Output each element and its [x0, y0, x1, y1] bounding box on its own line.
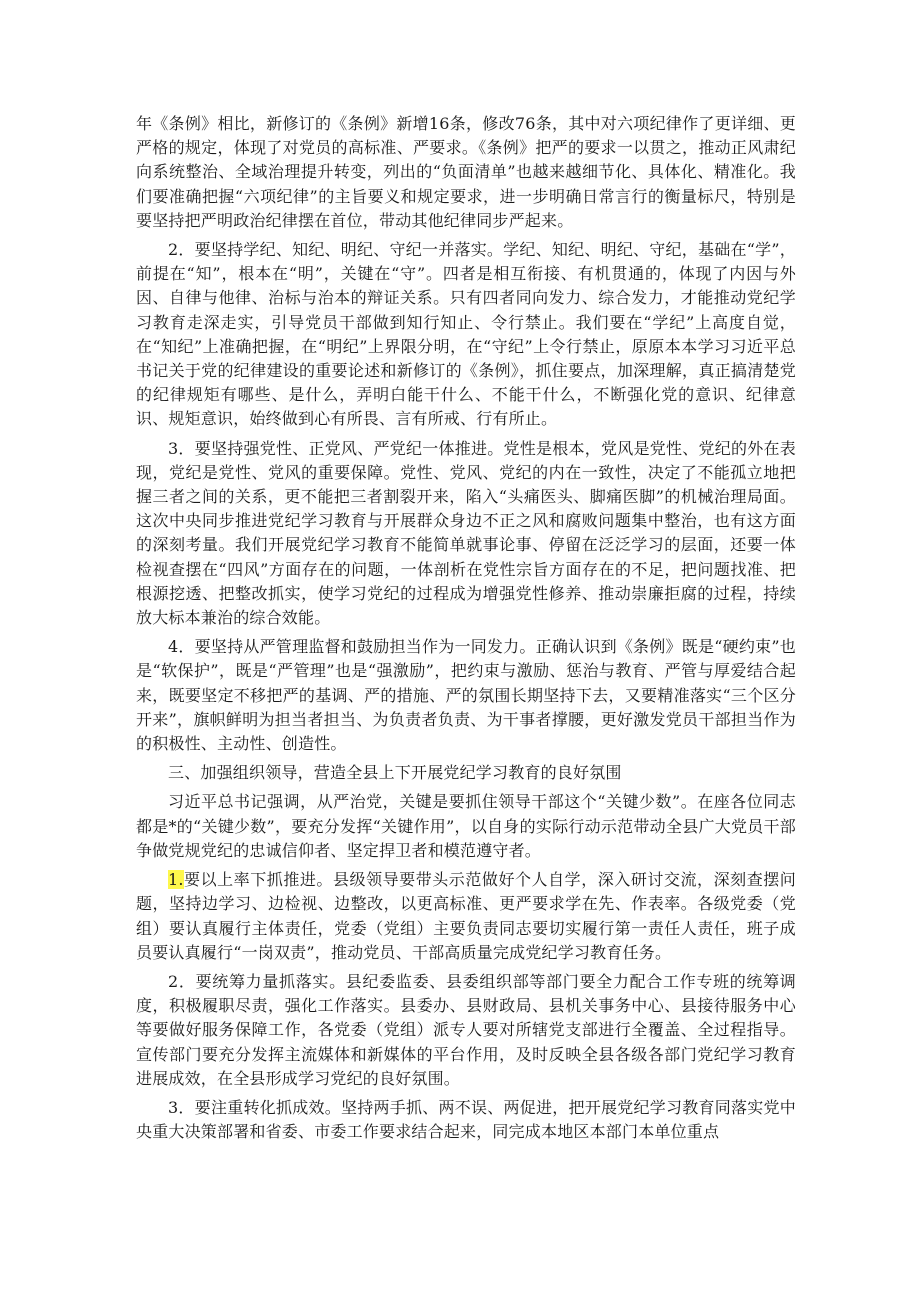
paragraph-point-2-discipline: 2．要坚持学纪、知纪、明纪、守纪一并落实。学纪、知纪、明纪、守纪，基础在“学”，前提在“知”，根本在“明”，关键在“守”。四者是相互衔接、有机贯通的，体现了内因与外因、自律与他律、治标与治本的辩证关系。只有四者同向发力、综合发力，才能推动党纪学习教育走深走实，引导党员干部做到知行知止、令行禁止。我们要在“学纪”上高度自觉，在“知纪”上准确把握，在“明纪”上界限分明，在“守纪”上令行禁止，原原本本学习习近平总书记关于党的纪律建设的重要论述和新修订的《条例》，抓住要点，加深理解，真正搞清楚党的纪律规矩有哪些、是什么，弄明白能干什么、不能干什么，不断强化党的意识、纪律意识、规矩意识，始终做到心有所畏、言有所戒、行有所止。 — [136, 240, 796, 429]
document-page — [136, 112, 796, 1149]
paragraph-point-3-party-spirit: 3．要坚持强党性、正党风、严党纪一体推进。党性是根本，党风是党性、党纪的外在表现，党纪是党性、党风的重要保障。党性、党风、党纪的内在一致性，决定了不能孤立地把握三者之间的关系，更不能把三者割裂开来，陷入“头痛医头、脚痛医脚”的机械治理局面。这次中央同步推进党纪学习教育与开展群众身边不正之风和腐败问题集中整治，也有这方面的深刻考量。我们开展党纪学习教育不能简单就事论事、停留在泛泛学习的层面，还要一体检视查摆在“四风”方面存在的问题，一体剖析在党性宗旨方面存在的不足，把问题找准、把根源挖透、把整改抓实，使学习党纪的过程成为增强党性修养、推动崇廉拒腐的过程，持续放大标本兼治的综合效能。 — [136, 438, 796, 628]
paragraph-key-minority: 习近平总书记强调，从严治党，关键是要抓住领导干部这个“关键少数”。在座各位同志都是*的“关键少数”，要充分发挥“关键作用”，以自身的实际行动示范带动全县广大党员干部争做党规党纪的忠诚信仰者、坚定捍卫者和模范遵守者。 — [136, 792, 796, 860]
paragraph-task-1-lead — [136, 868, 796, 965]
paragraph-task-2-coordinate: 2．要统筹力量抓落实。县纪委监委、县委组织部等部门要全力配合工作专班的统筹调度，积极履职尽责，强化工作落实。县委办、县财政局、县机关事务中心、县接待服务中心等要做好服务保障工作，各党委（党组）派专人要对所辖党支部进行全覆盖、全过程指导。宣传部门要充分发挥主流媒体和新媒体的平台作用，及时反映全县各级各部门党纪学习教育进展成效，在全县形成学习党纪的良好氛围。 — [136, 971, 796, 1088]
paragraph-point-4-supervision: 4．要坚持从严管理监督和鼓励担当作为一同发力。正确认识到《条例》既是“硬约束”也是“软保护”，既是“严管理”也是“强激励”，把约束与激励、惩治与教育、严管与厚爱结合起来，既要坚定不移把严的基调、严的措施、严的氛围长期坚持下去，又要精准落实“三个区分开来”，旗帜鲜明为担当者担当、为负责者负责、为干事者撑腰，更好激发党员干部担当作为的积极性、主动性、创造性。 — [136, 637, 796, 754]
highlighted-number: 1. — [168, 870, 184, 890]
paragraph-task-3-results: 3．要注重转化抓成效。坚持两手抓、两不误、两促进，把开展党纪学习教育同落实党中央重大决策部署和省委、市委工作要求结合起来，同完成本地区本部门本单位重点 — [136, 1097, 796, 1142]
paragraph-task-1-text: 要以上率下抓推进。县级领导要带头示范做好个人自学，深入研讨交流，深刻查摆问题，坚持边学习、边检视、边整改，以更高标准、更严要求学在先、作表率。各级党委（党组）要认真履行主体责任，党委（党组）主要负责同志要切实履行第一责任人责任，班子成员要认真履行“一岗双责”，推动党员、干部高质量完成党纪学习教育任务。 — [136, 870, 796, 962]
paragraph-intro-continued: 年《条例》相比，新修订的《条例》新增16条，修改76条，其中对六项纪律作了更详细、更严格的规定，体现了对党员的高标准、严要求。《条例》把严的要求一以贯之，推动正风肃纪向系统整治、全域治理提升转变，列出的“负面清单”也越来越细节化、具体化、精准化。我们要准确把握“六项纪律”的主旨要义和规定要求，进一步明确日常言行的衡量标尺，特别是要坚持把严明政治纪律摆在首位，带动其他纪律同步严起来。 — [136, 114, 796, 230]
section-heading-3: 三、加强组织领导，营造全县上下开展党纪学习教育的良好氛围 — [168, 763, 622, 783]
